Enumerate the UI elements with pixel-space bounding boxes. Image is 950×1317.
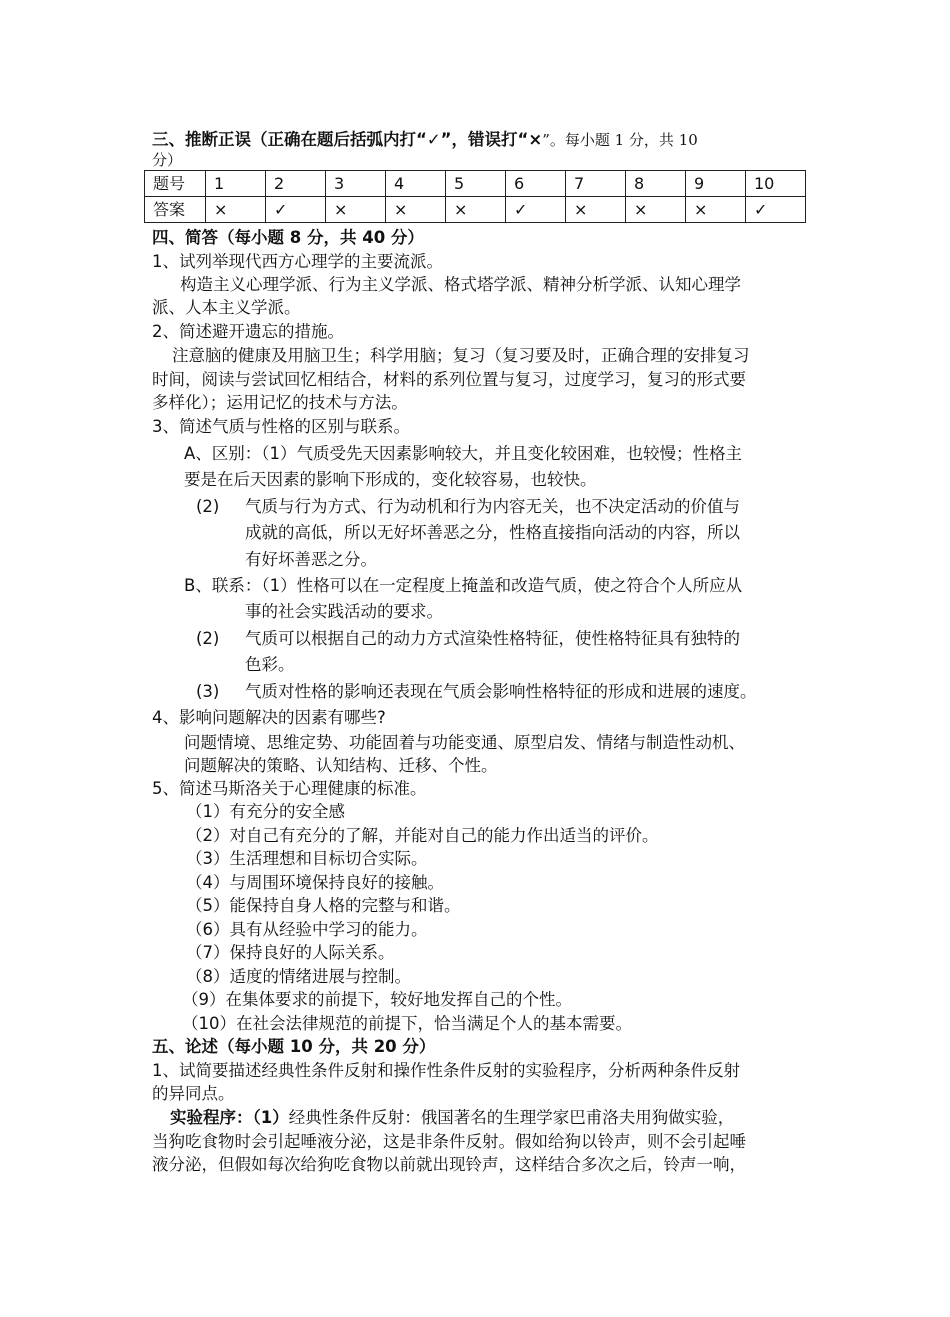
q4-2-question: 2、简述避开遗忘的措施。: [152, 322, 344, 341]
q5-1-answer-line: 液分泌，但假如每次给狗吃食物以前就出现铃声，这样结合多次之后，铃声一响，: [152, 1155, 746, 1174]
section3-title-cont: 分）: [152, 151, 183, 169]
q4-4-question: 4、影响问题解决的因素有哪些?: [152, 708, 386, 727]
q4-3-link2-num: (2): [196, 629, 220, 648]
q4-5-item: （5）能保持自身人格的完整与和谐。: [186, 896, 461, 915]
table-number-cell: 1: [206, 171, 266, 197]
q4-5-item: （2）对自己有充分的了解，并能对自己的能力作出适当的评价。: [186, 826, 659, 845]
table-answer-cell: ✓: [266, 197, 326, 223]
table-number-cell: 6: [506, 171, 566, 197]
q4-5-question: 5、简述马斯洛关于心理健康的标准。: [152, 779, 427, 798]
q5-1-answer-label: 实验程序：（1）: [170, 1108, 289, 1127]
q4-3-link-line: 事的社会实践活动的要求。: [245, 602, 443, 621]
q4-1-question: 1、试列举现代西方心理学的主要流派。: [152, 252, 443, 271]
table-number-cell: 5: [446, 171, 506, 197]
q4-5-item: （6）具有从经验中学习的能力。: [186, 920, 428, 939]
table-number-cell: 9: [686, 171, 746, 197]
q4-3-diff2-num: (2): [196, 497, 220, 516]
q4-3-diff-line: A、区别：（1）气质受先天因素影响较大，并且变化较困难，也较慢；性格主: [184, 444, 743, 463]
q4-3-link3-num: (3): [196, 682, 220, 701]
section3-title: [152, 128, 698, 152]
q4-5-item: （1）有充分的安全感: [186, 802, 345, 821]
q4-5-item: （4）与周围环境保持良好的接触。: [186, 873, 444, 892]
q5-1-answer-text: 经典性条件反射：俄国著名的生理学家巴甫洛夫用狗做实验，: [288, 1108, 735, 1127]
table-number-cell: 2: [266, 171, 326, 197]
section3-title-rest: ”。每小题 1 分，共 10: [542, 131, 698, 149]
q4-5-item: （10）在社会法律规范的前提下，恰当满足个人的基本需要。: [182, 1014, 632, 1033]
table-answer-cell: ×: [686, 197, 746, 223]
q4-3-link3-line: 气质对性格的影响还表现在气质会影响性格特征的形成和进展的速度。: [245, 682, 757, 701]
section4-title: 四、简答（每小题 8 分，共 40 分）: [152, 228, 424, 247]
q4-4-answer-line: 问题情境、思维定势、功能固着与功能变通、原型启发、情绪与制造性动机、: [184, 733, 745, 752]
table-number-cell: 3: [326, 171, 386, 197]
section5-title: 五、论述（每小题 10 分，共 20 分）: [152, 1037, 436, 1056]
q4-5-item: （9）在集体要求的前提下，较好地发挥自己的个性。: [182, 990, 572, 1009]
q4-1-answer-line: 构造主义心理学派、行为主义学派、格式塔学派、精神分析学派、认知心理学: [180, 275, 741, 294]
table-number-cell: 10: [746, 171, 806, 197]
table-answer-cell: ✓: [506, 197, 566, 223]
table-row-numbers: [145, 171, 806, 197]
answer-table: [144, 170, 806, 223]
q4-3-diff-line: 要是在后天因素的影响下形成的，变化较容易，也较快。: [184, 470, 597, 489]
table-answer-cell: ×: [326, 197, 386, 223]
q5-1-question-line: 的异同点。: [152, 1084, 235, 1103]
q4-3-diff2-line: 成就的高低，所以无好坏善恶之分，性格直接指向活动的内容，所以: [245, 523, 740, 542]
table-answer-cell: ×: [566, 197, 626, 223]
table-answer-cell: ×: [446, 197, 506, 223]
table-answer-cell: ×: [386, 197, 446, 223]
q4-2-answer-line: 时间，阅读与尝试回忆相结合，材料的系列位置与复习，过度学习，复习的形式要: [152, 370, 746, 389]
q4-5-item: （7）保持良好的人际关系。: [186, 943, 395, 962]
q4-3-link2-line: 色彩。: [245, 655, 295, 674]
q4-3-link2-line: 气质可以根据自己的动力方式渲染性格特征，使性格特征具有独特的: [245, 629, 740, 648]
table-label-number: 题号: [145, 171, 206, 197]
q5-1-answer-line: 当狗吃食物时会引起唾液分泌，这是非条件反射。假如给狗以铃声，则不会引起唾: [152, 1132, 746, 1151]
table-number-cell: 7: [566, 171, 626, 197]
q4-4-answer-line: 问题解决的策略、认知结构、迁移、个性。: [184, 756, 498, 775]
q4-5-item: （3）生活理想和目标切合实际。: [186, 849, 428, 868]
section3-title-bold: 三、推断正误（正确在题后括弧内打“✓”，错误打“×: [152, 130, 543, 149]
q4-3-question: 3、简述气质与性格的区别与联系。: [152, 417, 410, 436]
table-answer-cell: ×: [626, 197, 686, 223]
table-number-cell: 8: [626, 171, 686, 197]
q4-5-item: （8）适度的情绪进展与控制。: [186, 967, 411, 986]
q4-1-answer-line: 派、人本主义学派。: [152, 298, 301, 317]
table-number-cell: 4: [386, 171, 446, 197]
q4-3-diff2-line: 气质与行为方式、行为动机和行为内容无关，也不决定活动的价值与: [245, 497, 740, 516]
table-answer-cell: ✓: [746, 197, 806, 223]
q4-3-link-line: B、联系：（1）性格可以在一定程度上掩盖和改造气质，使之符合个人所应从: [184, 576, 743, 595]
table-row-answers: [145, 197, 806, 223]
q5-1-question-line: 1、试简要描述经典性条件反射和操作性条件反射的实验程序，分析两种条件反射: [152, 1061, 740, 1080]
q4-2-answer-line: 注意脑的健康及用脑卫生；科学用脑；复习（复习要及时，正确合理的安排复习: [172, 346, 750, 365]
q4-3-diff2-line: 有好坏善恶之分。: [245, 550, 377, 569]
table-answer-cell: ×: [206, 197, 266, 223]
q4-2-answer-line: 多样化）；运用记忆的技术与方法。: [152, 393, 408, 412]
q5-1-answer-first-line: [170, 1106, 734, 1130]
table-label-answer: 答案: [145, 197, 206, 223]
